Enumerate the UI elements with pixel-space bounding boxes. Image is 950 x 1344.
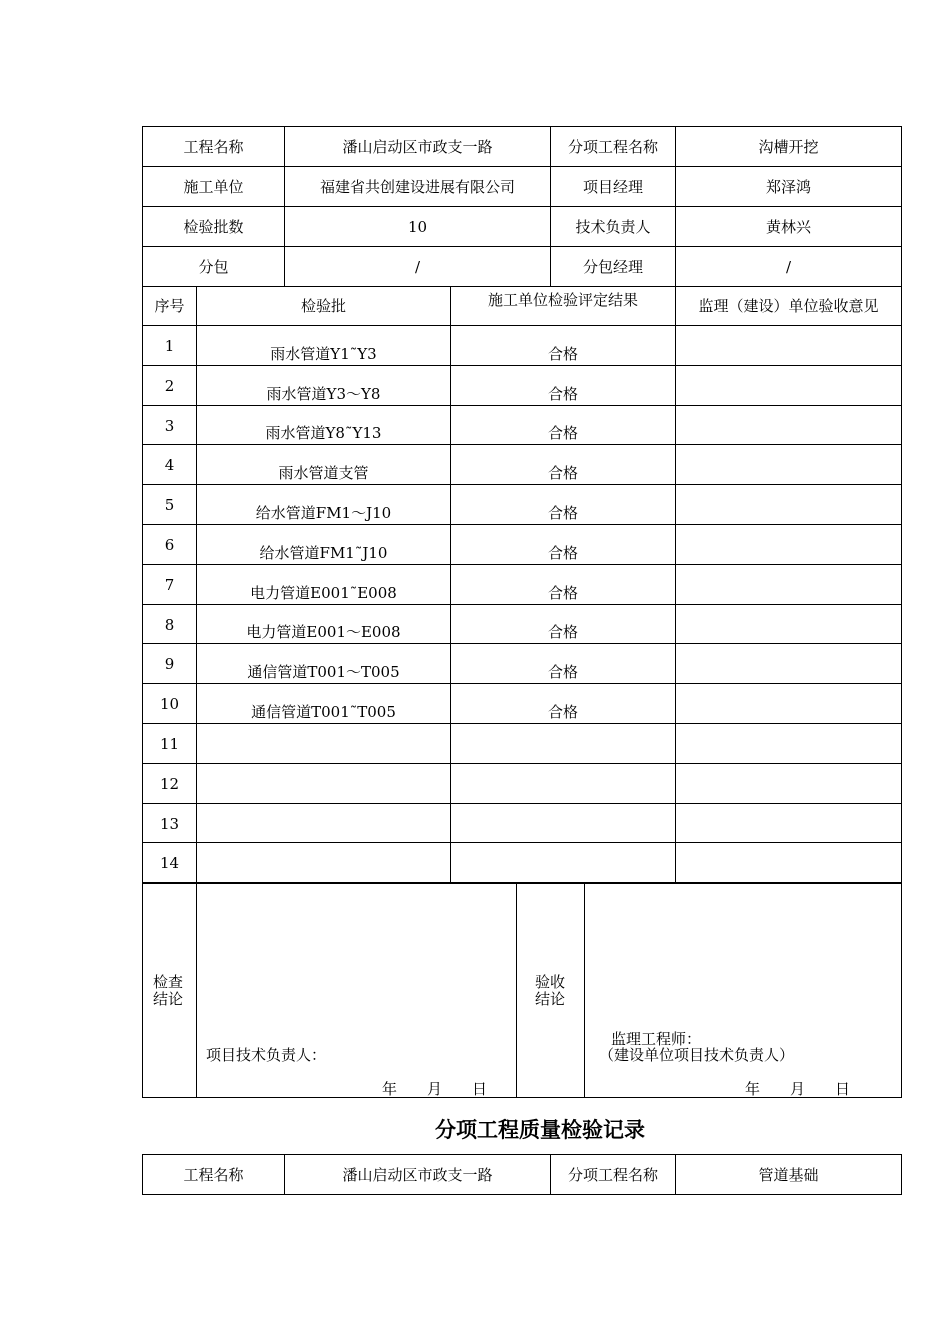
row-opinion <box>676 684 901 723</box>
row-seq: 10 <box>159 695 180 713</box>
second-subitem-name-value: 管道基础 <box>758 1165 819 1184</box>
row-batch <box>197 843 450 882</box>
row-opinion <box>676 605 901 643</box>
batch-count-label: 检验批数 <box>183 217 244 236</box>
contractor-value: 福建省共创建设进展有限公司 <box>319 177 515 196</box>
row-opinion <box>676 644 901 683</box>
owner-signature: （建设单位项目技术负责人） <box>599 1046 795 1064</box>
project-name-value: 潘山启动区市政支一路 <box>342 137 493 156</box>
row-batch: 电力管道E001˜E008 <box>250 584 397 602</box>
date-right: 年 月 日 <box>745 1080 851 1098</box>
second-subitem-name-label: 分项工程名称 <box>567 1165 658 1184</box>
col-batch-header: 检验批 <box>300 297 346 315</box>
row-seq: 6 <box>164 536 175 554</box>
row-result: 合格 <box>547 623 578 641</box>
row-seq: 12 <box>159 775 180 793</box>
row-result <box>451 804 675 842</box>
date-left: 年 月 日 <box>382 1080 488 1098</box>
project-manager-value: 郑泽鸿 <box>765 177 811 196</box>
row-opinion <box>676 445 901 484</box>
row-result <box>451 843 675 882</box>
row-batch: 雨水管道Y8˜Y13 <box>265 424 382 442</box>
row-opinion <box>676 843 901 882</box>
row-opinion <box>676 764 901 803</box>
subcontract-manager-value: / <box>785 257 792 276</box>
row-batch: 通信管道T001˜T005 <box>251 703 396 721</box>
row-batch: 雨水管道支管 <box>278 464 369 482</box>
row-seq: 1 <box>164 337 175 355</box>
row-batch: 通信管道T001～T005 <box>247 663 400 681</box>
row-opinion <box>676 326 901 365</box>
row-seq: 9 <box>164 655 175 673</box>
row-seq: 2 <box>164 377 175 395</box>
col-opinion-header: 监理（建设）单位验收意见 <box>698 297 879 315</box>
tech-lead-label: 技术负责人 <box>575 217 651 236</box>
subcontract-manager-label: 分包经理 <box>582 257 643 276</box>
row-result <box>451 764 675 803</box>
row-opinion <box>676 406 901 444</box>
row-opinion <box>676 485 901 524</box>
second-project-name-label: 工程名称 <box>183 1165 244 1184</box>
row-batch <box>197 764 450 803</box>
row-result: 合格 <box>547 345 578 363</box>
record-title: 分项工程质量检验记录 <box>435 1118 645 1142</box>
row-result: 合格 <box>547 703 578 721</box>
row-result: 合格 <box>547 385 578 403</box>
contractor-label: 施工单位 <box>183 177 244 196</box>
subitem-name-label: 分项工程名称 <box>567 137 658 156</box>
subitem-name-value: 沟槽开挖 <box>758 137 819 156</box>
tech-lead-signature: 项目技术负责人： <box>206 1046 327 1064</box>
acceptance-conclusion-label-2: 结论 <box>535 990 566 1008</box>
project-manager-label: 项目经理 <box>582 177 643 196</box>
row-batch: 雨水管道Y3～Y8 <box>266 385 381 403</box>
row-batch: 给水管道FM1˜J10 <box>259 544 388 562</box>
row-result: 合格 <box>547 544 578 562</box>
col-seq-header: 序号 <box>154 297 185 315</box>
row-seq: 13 <box>159 815 180 833</box>
row-batch: 给水管道FM1～J10 <box>255 504 392 522</box>
row-batch <box>197 724 450 763</box>
row-opinion <box>676 565 901 604</box>
check-conclusion-label-2: 结论 <box>153 990 184 1008</box>
row-result <box>451 724 675 763</box>
supervisor-signature: 监理工程师： <box>611 1030 702 1048</box>
second-project-name-value: 潘山启动区市政支一路 <box>342 1165 493 1184</box>
row-opinion <box>676 724 901 763</box>
check-conclusion-label-1: 检查 <box>153 973 184 991</box>
row-batch: 电力管道E001～E008 <box>246 623 401 641</box>
row-seq: 3 <box>164 417 175 435</box>
row-result: 合格 <box>547 584 578 602</box>
row-result: 合格 <box>547 464 578 482</box>
subcontract-label: 分包 <box>198 257 229 276</box>
row-result: 合格 <box>547 504 578 522</box>
row-seq: 14 <box>159 854 180 872</box>
batch-count-value: 10 <box>407 217 428 236</box>
acceptance-conclusion-label-1: 验收 <box>535 973 566 991</box>
row-seq: 8 <box>164 616 175 634</box>
row-opinion <box>676 366 901 405</box>
row-opinion <box>676 525 901 564</box>
row-seq: 5 <box>164 496 175 514</box>
row-seq: 7 <box>164 576 175 594</box>
row-batch <box>197 804 450 842</box>
tech-lead-value: 黄林兴 <box>765 217 811 236</box>
col-result-header: 施工单位检验评定结果 <box>487 291 638 309</box>
row-seq: 11 <box>159 735 180 753</box>
row-batch: 雨水管道Y1˜Y3 <box>270 345 377 363</box>
row-result: 合格 <box>547 663 578 681</box>
subcontract-value: / <box>414 257 421 276</box>
row-opinion <box>676 804 901 842</box>
row-seq: 4 <box>164 456 175 474</box>
row-result: 合格 <box>547 424 578 442</box>
project-name-label: 工程名称 <box>183 137 244 156</box>
